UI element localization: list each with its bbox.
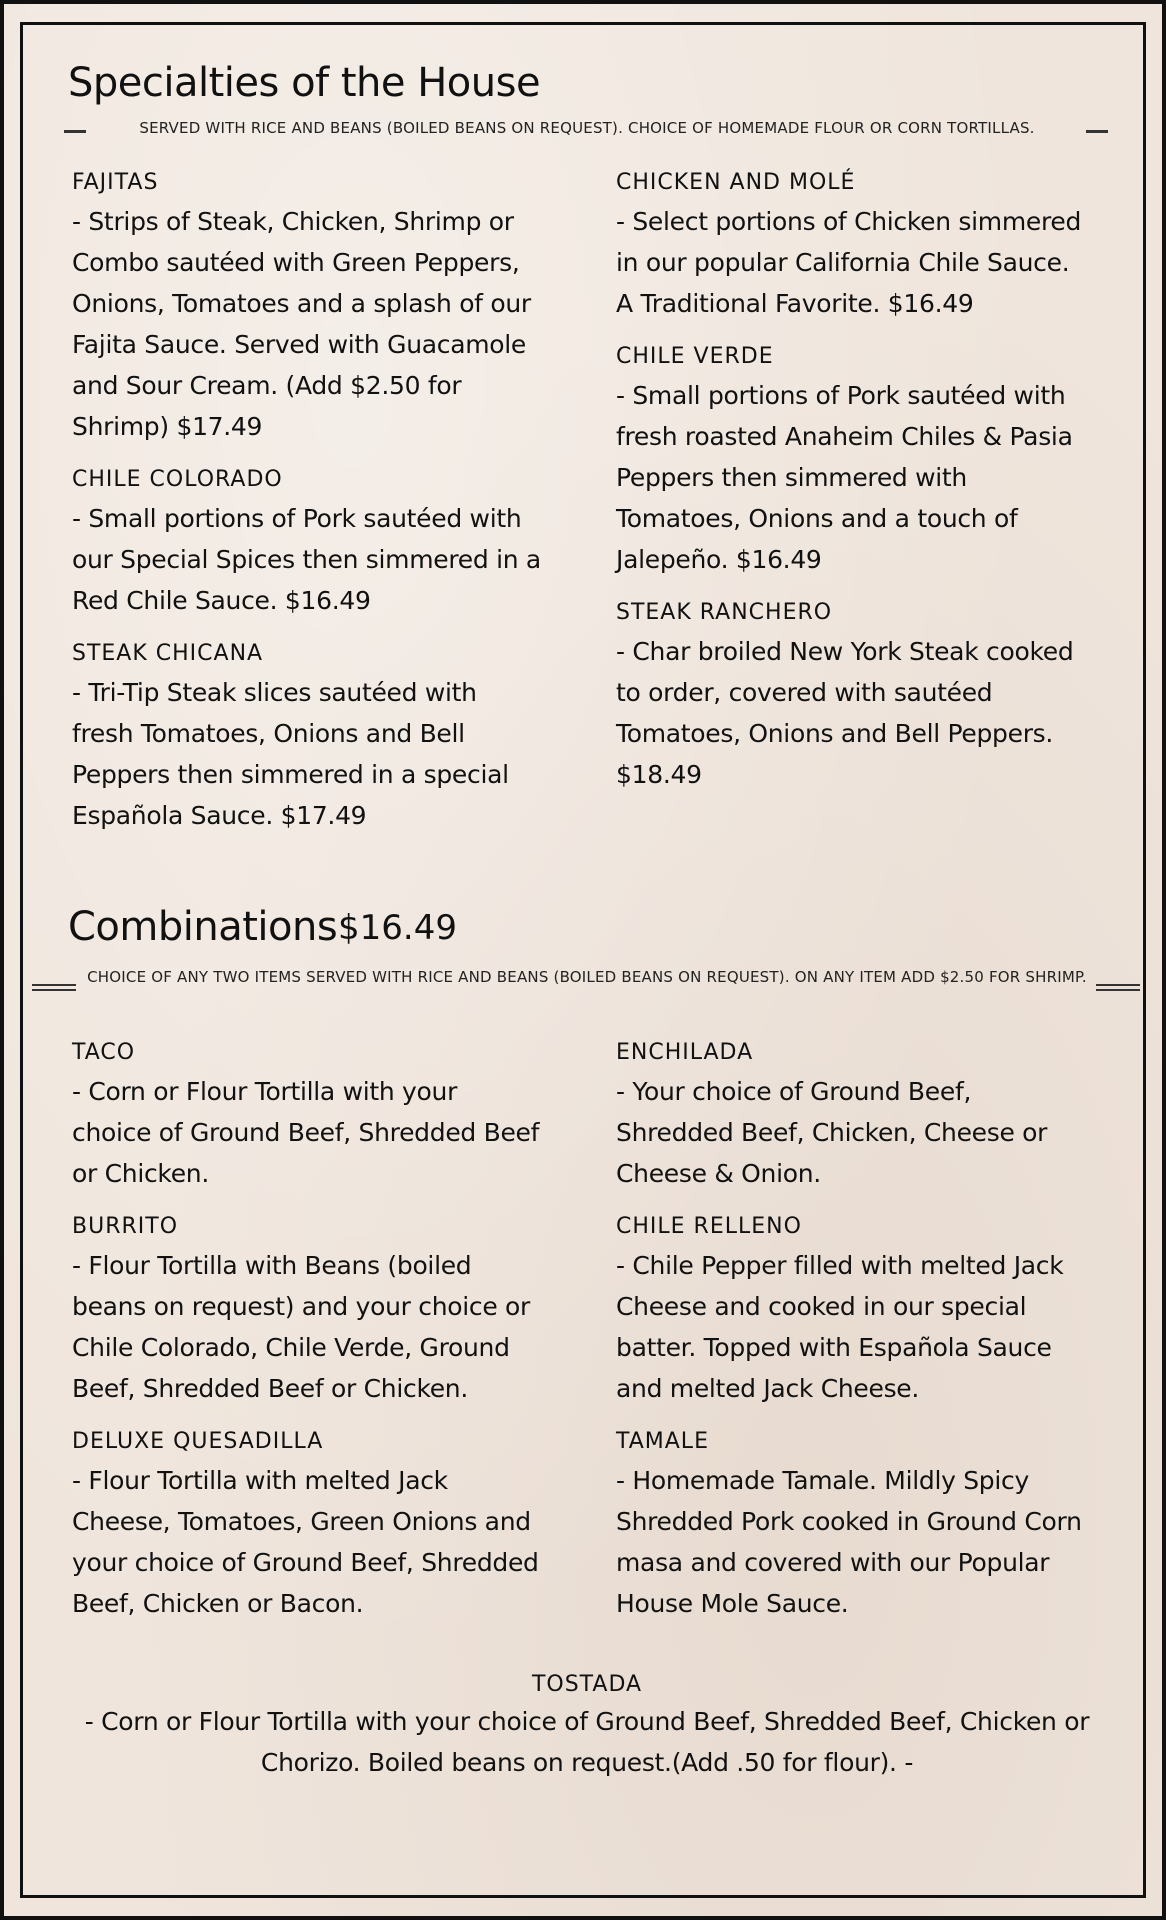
menu-item: [616, 600, 1086, 795]
menu-item: [616, 170, 1086, 324]
menu-item: [72, 641, 542, 836]
combinations-rule-left: [32, 984, 76, 991]
menu-item-name: CHILE VERDE: [616, 344, 774, 369]
combinations-price: $16.49: [338, 908, 457, 948]
menu-item-name: STEAK CHICANA: [72, 641, 264, 666]
menu-item-name: DELUXE QUESADILLA: [72, 1429, 324, 1454]
specialties-rule-right: [1086, 130, 1108, 133]
combinations-subtitle: CHOICE OF ANY TWO ITEMS SERVED WITH RICE AND BEANS (BOILED BEANS ON REQUEST). ON ANY ITEM ADD $2.50 FOR SHRIMP.: [87, 968, 1087, 986]
menu-item: [616, 1040, 1086, 1194]
menu-item-description: - Char broiled New York Steak cooked to order, covered with sautéed Tomatoes, Onions and Bell Peppers. $18.49: [616, 637, 1074, 789]
menu-item-name: STEAK RANCHERO: [616, 600, 833, 625]
menu-item: [72, 1214, 542, 1409]
menu-item-description: - Chile Pepper filled with melted Jack Cheese and cooked in our special batter. Topped with Española Sauce and melted Jack Cheese.: [616, 1251, 1064, 1403]
menu-item-name: FAJITAS: [72, 170, 159, 195]
specialties-left-column: [72, 170, 542, 856]
menu-item-description: - Tri-Tip Steak slices sautéed with fresh Tomatoes, Onions and Bell Peppers then simmered in a special Española Sauce. $17.49: [72, 678, 509, 830]
combinations-right-column: [616, 1040, 1086, 1644]
menu-item: [72, 1040, 542, 1194]
menu-item-description: - Flour Tortilla with Beans (boiled beans on request) and your choice or Chile Colorado, Chile Verde, Ground Beef, Shredded Beef or Chicken.: [72, 1251, 531, 1403]
menu-item-description: - Small portions of Pork sautéed with our Special Spices then simmered in a Red Chile Sauce. $16.49: [72, 504, 541, 615]
menu-item-description: - Strips of Steak, Chicken, Shrimp or Combo sautéed with Green Peppers, Onions, Tomatoes and a splash of our Fajita Sauce. Served with Guacamole and Sour Cream. (Add $2.50 for Shrimp) $17.49: [72, 207, 531, 441]
menu-item-name: TAMALE: [616, 1429, 709, 1454]
combinations-title: Combinations: [68, 904, 338, 950]
specialties-right-column: [616, 170, 1086, 815]
menu-item-description: - Corn or Flour Tortilla with your choice of Ground Beef, Shredded Beef, Chicken or Chorizo. Boiled beans on request.(Add .50 for flour). -: [84, 1707, 1090, 1777]
menu-item-description: - Homemade Tamale. Mildly Spicy Shredded Pork cooked in Ground Corn masa and covered with our Popular House Mole Sauce.: [616, 1466, 1082, 1618]
menu-item-description: - Corn or Flour Tortilla with your choice of Ground Beef, Shredded Beef or Chicken.: [72, 1077, 540, 1188]
menu-item: [616, 344, 1086, 580]
menu-item-name: TOSTADA: [531, 1672, 643, 1697]
menu-item: [616, 1214, 1086, 1409]
menu-item-name: CHILE COLORADO: [72, 467, 283, 492]
combinations-rule-right: [1096, 984, 1140, 991]
menu-item-description: - Flour Tortilla with melted Jack Cheese, Tomatoes, Green Onions and your choice of Ground Beef, Shredded Beef, Chicken or Bacon.: [72, 1466, 539, 1618]
combinations-left-column: [72, 1040, 542, 1644]
specialties-title: Specialties of the House: [68, 60, 541, 106]
specialties-subtitle: SERVED WITH RICE AND BEANS (BOILED BEANS ON REQUEST). CHOICE OF HOMEMADE FLOUR OR CORN TORTILLAS.: [139, 119, 1035, 137]
menu-item-name: TACO: [72, 1040, 136, 1065]
menu-item-name: CHILE RELLENO: [616, 1214, 802, 1239]
menu-item: [72, 1429, 542, 1624]
menu-item-name: BURRITO: [72, 1214, 179, 1239]
menu-item: [72, 170, 542, 447]
menu-item-name: CHICKEN AND MOLÉ: [616, 170, 856, 195]
menu-item: [72, 467, 542, 621]
menu-item-description: - Small portions of Pork sautéed with fresh roasted Anaheim Chiles & Pasia Peppers then simmered with Tomatoes, Onions and a touch of Jalepeño. $16.49: [616, 381, 1073, 574]
menu-item: [616, 1429, 1086, 1624]
menu-item-description: - Select portions of Chicken simmered in our popular California Chile Sauce. A Traditional Favorite. $16.49: [616, 207, 1082, 318]
menu-item-description: - Your choice of Ground Beef, Shredded Beef, Chicken, Cheese or Cheese & Onion.: [616, 1077, 1048, 1188]
menu-item-name: ENCHILADA: [616, 1040, 754, 1065]
tostada-item: [84, 1672, 1090, 1783]
